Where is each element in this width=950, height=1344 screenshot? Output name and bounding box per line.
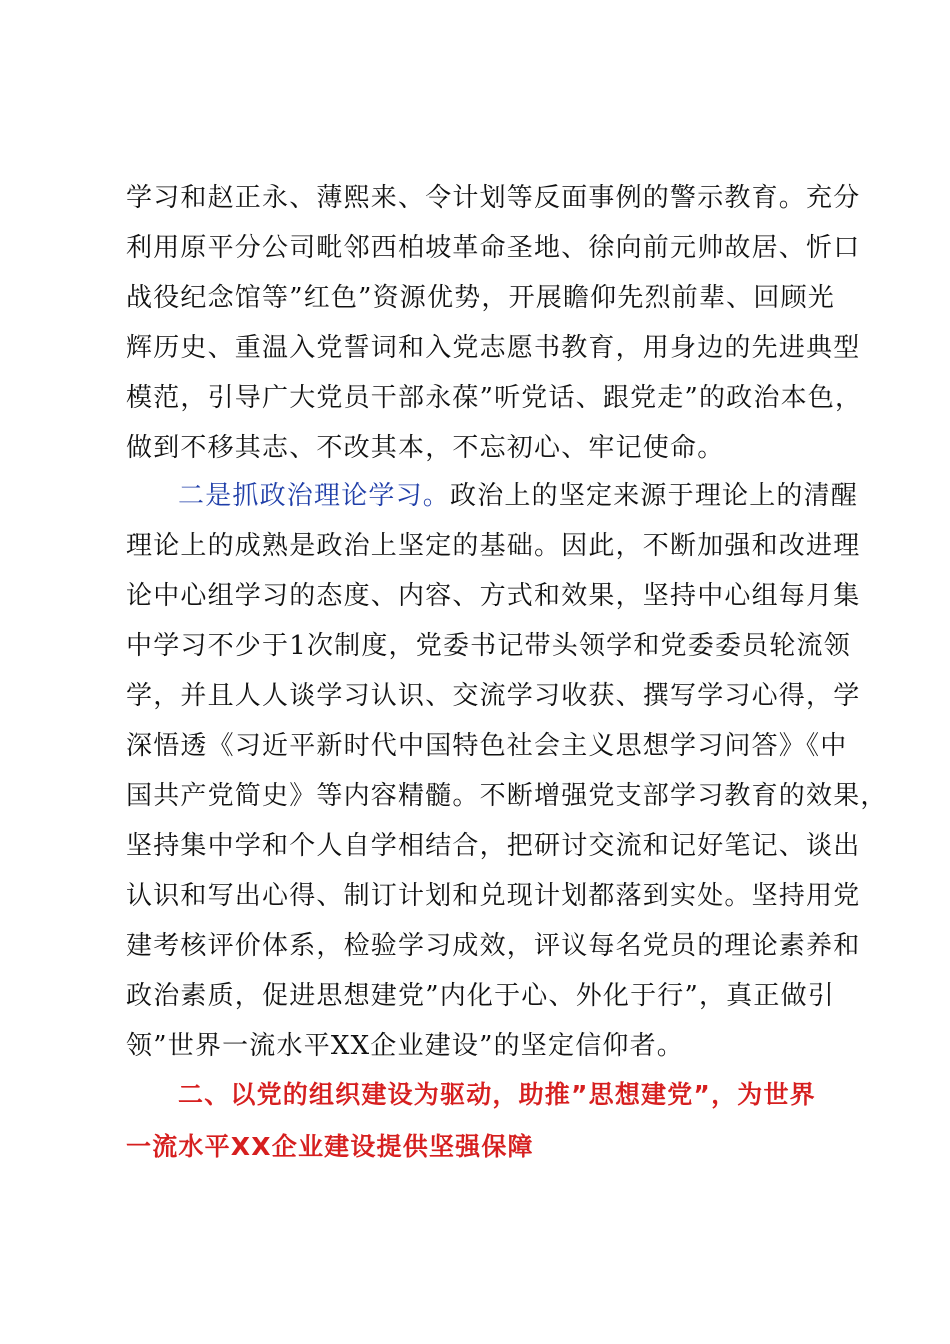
section-heading-line: 一流水平XX企业建设提供坚强保障	[126, 1132, 534, 1161]
text-line: 坚持集中学和个人自学相结合，把研讨交流和记好笔记、谈出	[126, 831, 861, 861]
text-line: 模范，引导广大党员干部永葆”听党话、跟党走”的政治本色，	[126, 383, 863, 413]
text-line: 利用原平分公司毗邻西柏坡革命圣地、徐向前元帅故居、忻口	[126, 233, 861, 263]
text-line: 建考核评价体系，检验学习成效，评议每名党员的理论素养和	[126, 931, 861, 961]
text-line: 国共产党简史》等内容精髓。不断增强党支部学习教育的效果，	[126, 781, 888, 811]
paragraph-lead-heading: 二是抓政治理论学习。	[178, 481, 451, 511]
text-line: 理论上的成熟是政治上坚定的基础。因此，不断加强和改进理	[126, 531, 861, 561]
section-heading-line: 二、以党的组织建设为驱动，助推”思想建党”，为世界	[178, 1080, 816, 1109]
text-line: 学，并且人人谈学习认识、交流学习收获、撰写学习心得，学	[126, 681, 861, 711]
text-line: 辉历史、重温入党誓词和入党志愿书教育，用身边的先进典型	[126, 333, 861, 363]
section-heading	[126, 1069, 846, 1173]
text-line: 做到不移其志、不改其本，不忘初心、牢记使命。	[126, 433, 725, 463]
text-line-rest: 政治上的坚定来源于理论上的清醒	[450, 481, 859, 511]
text-line: 论中心组学习的态度、内容、方式和效果，坚持中心组每月集	[126, 581, 861, 611]
text-line: 深悟透《习近平新时代中国特色社会主义思想学习问答》《中	[126, 731, 848, 761]
text-line: 战役纪念馆等”红色”资源优势，开展瞻仰先烈前辈、回顾光	[126, 283, 835, 313]
text-line: 领”世界一流水平XX企业建设”的坚定信仰者。	[126, 1031, 685, 1061]
text-line: 中学习不少于1次制度，党委书记带头领学和党委委员轮流领	[126, 631, 851, 661]
paragraph-first-line	[126, 471, 859, 521]
paragraph-continued	[126, 173, 863, 473]
text-line: 政治素质，促进思想建党”内化于心、外化于行”，真正做引	[126, 981, 835, 1011]
text-line: 学习和赵正永、薄熙来、令计划等反面事例的警示教育。充分	[126, 183, 861, 213]
paragraph-political-theory	[126, 471, 888, 1071]
text-line: 认识和写出心得、制订计划和兑现计划都落到实处。坚持用党	[126, 881, 861, 911]
